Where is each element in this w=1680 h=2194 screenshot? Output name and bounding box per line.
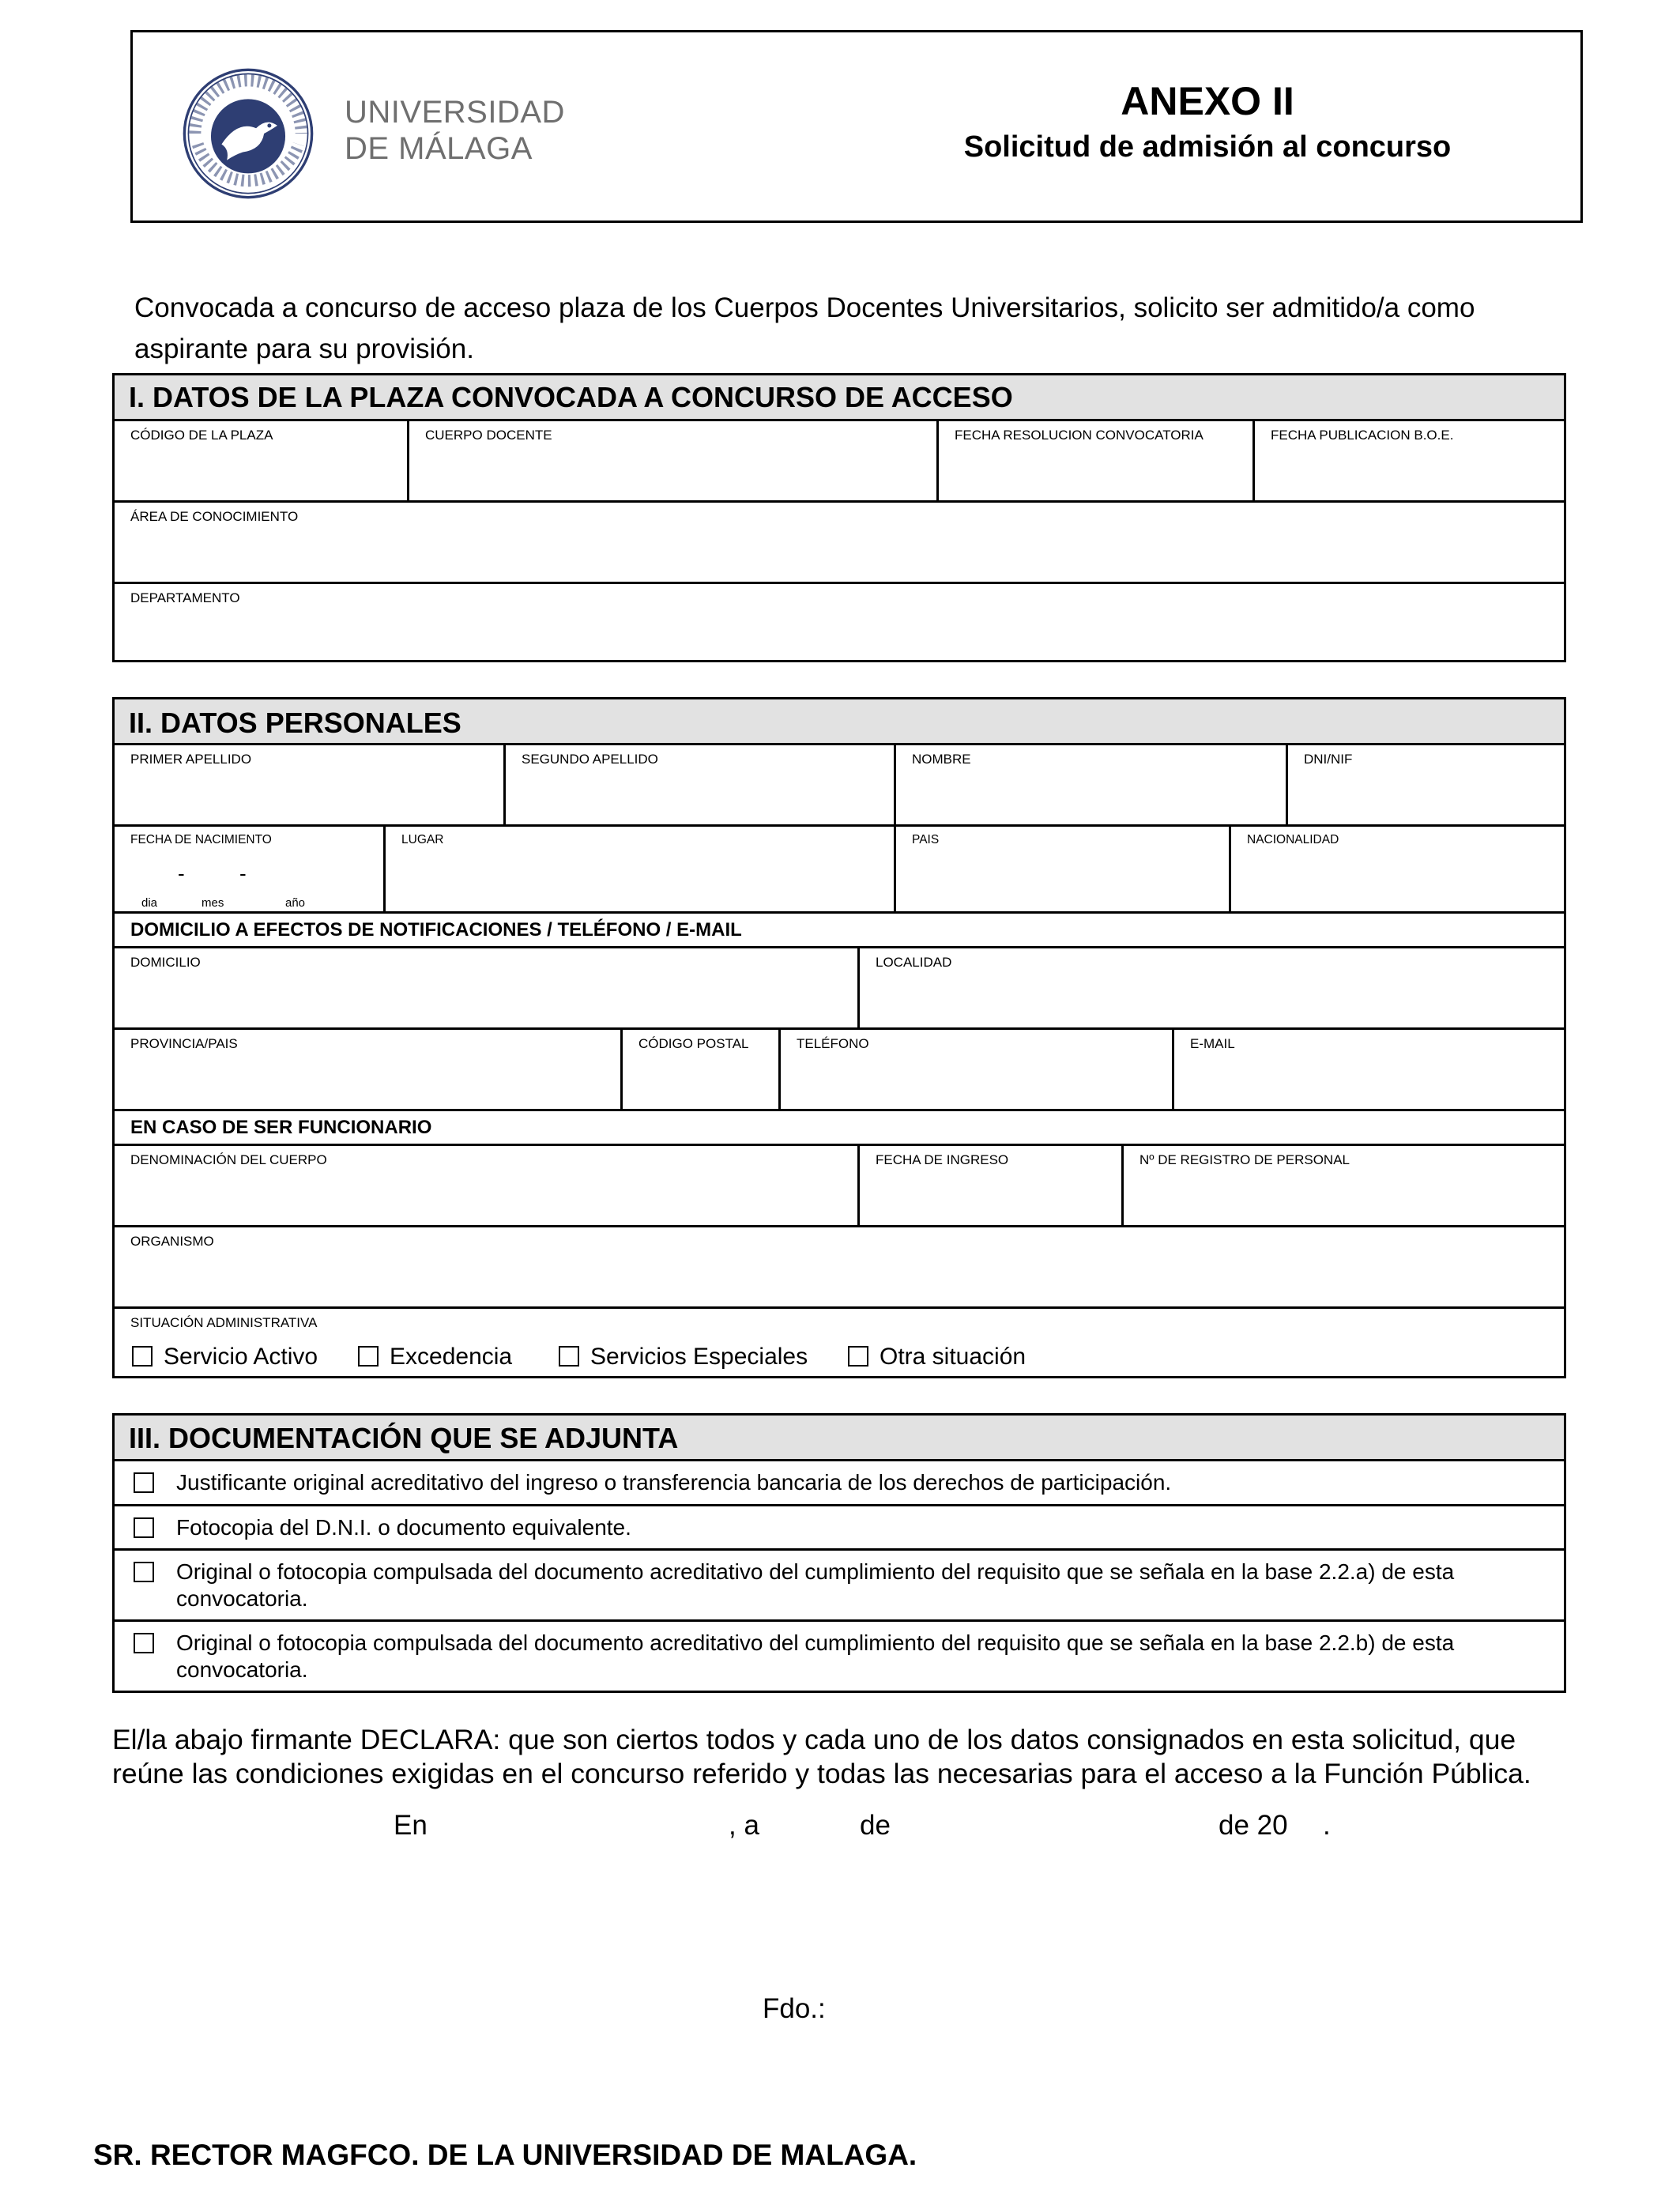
university-seal-icon (182, 67, 315, 200)
situacion-option-servicios-especiales[interactable] (559, 1344, 808, 1370)
departamento-field[interactable] (115, 584, 1564, 660)
situacion-option-label: Servicio Activo (164, 1344, 318, 1370)
addressee: SR. RECTOR MAGFCO. DE LA UNIVERSIDAD DE MALAGA. (93, 2139, 917, 2171)
checkbox-icon[interactable] (134, 1517, 154, 1538)
nacionalidad-label: NACIONALIDAD (1247, 833, 1339, 846)
registro-personal-field[interactable] (1121, 1146, 1564, 1225)
dob-separator-1: - (178, 861, 185, 885)
checkbox-icon[interactable] (848, 1346, 868, 1367)
primer-apellido-label: PRIMER APELLIDO (130, 752, 252, 767)
domicilio-heading: DOMICILIO A EFECTOS DE NOTIFICACIONES / TELÉFONO / E-MAIL (130, 919, 742, 941)
university-name (345, 94, 565, 167)
dob-dia-label: dia (141, 896, 158, 910)
university-name-line1: UNIVERSIDAD (345, 95, 565, 130)
section-personal (112, 697, 1566, 1378)
checkbox-icon[interactable] (132, 1346, 153, 1367)
checkbox-icon[interactable] (134, 1472, 154, 1493)
telefono-label: TELÉFONO (797, 1036, 869, 1051)
funcionario-heading: EN CASO DE SER FUNCIONARIO (130, 1117, 432, 1138)
fecha-boe-label: FECHA PUBLICACION B.O.E. (1271, 428, 1454, 443)
email-field[interactable] (1172, 1030, 1564, 1109)
situacion-option-otra[interactable] (848, 1344, 1026, 1370)
doc-item-2[interactable] (115, 1506, 1564, 1551)
doc-item-1[interactable] (115, 1461, 1564, 1506)
domicilio-label: DOMICILIO (130, 955, 201, 970)
segundo-apellido-field[interactable] (503, 745, 894, 824)
domicilio-row-2 (115, 1030, 1564, 1111)
organismo-field[interactable] (115, 1227, 1564, 1309)
nombre-field[interactable] (894, 745, 1286, 824)
fecha-ingreso-label: FECHA DE INGRESO (876, 1152, 1009, 1167)
situacion-option-label: Otra situación (880, 1344, 1026, 1370)
dni-label: DNI/NIF (1304, 752, 1353, 767)
doc-item-text: Original o fotocopia compulsada del documento acreditativo del cumplimiento del requisito que se señala en la base 2.2.b) de esta convocatoria. (176, 1630, 1455, 1682)
doc-item-text: Fotocopia del D.N.I. o documento equivalente. (176, 1515, 631, 1540)
nacionalidad-field[interactable] (1229, 827, 1564, 911)
situacion-option-servicio-activo[interactable] (132, 1344, 318, 1370)
codigo-postal-field[interactable] (620, 1030, 778, 1109)
email-label: E-MAIL (1190, 1036, 1235, 1051)
section-personal-title: II. DATOS PERSONALES (115, 699, 1564, 745)
domicilio-heading-row (115, 914, 1564, 948)
annex-subtitle: Solicitud de admisión al concurso (963, 130, 1452, 164)
lugar-label: LUGAR (401, 833, 444, 846)
place-en-label: En (394, 1810, 428, 1841)
situacion-option-label: Servicios Especiales (590, 1344, 808, 1370)
personal-row-2 (115, 827, 1564, 914)
date-period: . (1323, 1810, 1331, 1841)
dni-field[interactable] (1286, 745, 1564, 824)
area-conocimiento-field[interactable] (115, 503, 1564, 584)
date-de20-label: de 20 (1219, 1810, 1288, 1841)
header-box (130, 30, 1583, 223)
personal-row-1 (115, 745, 1564, 827)
registro-personal-label: Nº DE REGISTRO DE PERSONAL (1139, 1152, 1350, 1167)
annex-title: ANEXO II (1121, 79, 1294, 123)
departamento-label: DEPARTAMENTO (130, 590, 240, 605)
situacion-row (115, 1309, 1564, 1376)
nombre-label: NOMBRE (912, 752, 971, 767)
primer-apellido-field[interactable] (115, 745, 503, 824)
checkbox-icon[interactable] (559, 1346, 579, 1367)
situacion-label: SITUACIÓN ADMINISTRATIVA (130, 1315, 318, 1330)
dob-mes-label: mes (202, 896, 224, 910)
plaza-row-1 (115, 421, 1564, 503)
doc-item-4[interactable] (115, 1622, 1564, 1691)
date-de-label: de (860, 1810, 891, 1841)
doc-item-3[interactable] (115, 1551, 1564, 1622)
signature-label: Fdo.: (763, 1993, 826, 2024)
denominacion-cuerpo-label: DENOMINACIÓN DEL CUERPO (130, 1152, 327, 1167)
fecha-nacimiento-label: FECHA DE NACIMIENTO (130, 833, 272, 846)
segundo-apellido-label: SEGUNDO APELLIDO (522, 752, 658, 767)
cuerpo-docente-field[interactable] (407, 421, 936, 500)
codigo-postal-label: CÓDIGO POSTAL (638, 1036, 749, 1051)
section-documentacion (112, 1413, 1566, 1693)
provincia-field[interactable] (115, 1030, 620, 1109)
domicilio-field[interactable] (115, 948, 857, 1027)
checkbox-icon[interactable] (358, 1346, 379, 1367)
fecha-boe-field[interactable] (1252, 421, 1564, 500)
dob-separator-2: - (239, 861, 247, 885)
localidad-label: LOCALIDAD (876, 955, 952, 970)
declaration-text: El/la abajo firmante DECLARA: que son ciertos todos y cada uno de los datos consignados en esta solicitud, que reúne las condiciones exigidas en el concurso referido y todas las necesarias para el acceso a la Función Pública. (112, 1724, 1531, 1789)
section-plaza-title: I. DATOS DE LA PLAZA CONVOCADA A CONCURSO DE ACCESO (115, 375, 1564, 421)
lugar-field[interactable] (383, 827, 894, 911)
pais-label: PAIS (912, 833, 940, 846)
localidad-field[interactable] (857, 948, 1564, 1027)
codigo-plaza-field[interactable] (115, 421, 407, 500)
checkbox-icon[interactable] (134, 1633, 154, 1653)
intro-text: Convocada a concurso de acceso plaza de los Cuerpos Docentes Universitarios, solicito ser admitido/a como aspirante para su provisión. (134, 292, 1475, 364)
funcionario-heading-row (115, 1111, 1564, 1146)
situacion-option-label: Excedencia (390, 1344, 513, 1370)
codigo-plaza-label: CÓDIGO DE LA PLAZA (130, 428, 273, 443)
area-conocimiento-label: ÁREA DE CONOCIMIENTO (130, 509, 299, 524)
cuerpo-docente-label: CUERPO DOCENTE (425, 428, 552, 443)
organismo-label: ORGANISMO (130, 1234, 214, 1249)
situacion-option-excedencia[interactable] (358, 1344, 512, 1370)
dob-anio-label: año (285, 896, 306, 910)
domicilio-row-1 (115, 948, 1564, 1030)
university-name-line2: DE MÁLAGA (345, 131, 533, 166)
fecha-resolucion-field[interactable] (936, 421, 1252, 500)
fecha-ingreso-field[interactable] (857, 1146, 1121, 1225)
doc-item-text: Justificante original acreditativo del ingreso o transferencia bancaria de los derechos de participación. (176, 1470, 1172, 1495)
telefono-field[interactable] (778, 1030, 1172, 1109)
place-a-label: , a (729, 1810, 759, 1841)
section-documentacion-title: III. DOCUMENTACIÓN QUE SE ADJUNTA (115, 1416, 1564, 1461)
fecha-resolucion-label: FECHA RESOLUCION CONVOCATORIA (955, 428, 1203, 443)
fecha-nacimiento-field[interactable] (115, 827, 383, 911)
pais-field[interactable] (894, 827, 1229, 911)
section-plaza (112, 373, 1566, 662)
checkbox-icon[interactable] (134, 1562, 154, 1582)
denominacion-cuerpo-field[interactable] (115, 1146, 857, 1225)
provincia-label: PROVINCIA/PAIS (130, 1036, 238, 1051)
funcionario-row-1 (115, 1146, 1564, 1227)
doc-item-text: Original o fotocopia compulsada del documento acreditativo del cumplimiento del requisito que se señala en la base 2.2.a) de esta convocatoria. (176, 1559, 1455, 1611)
